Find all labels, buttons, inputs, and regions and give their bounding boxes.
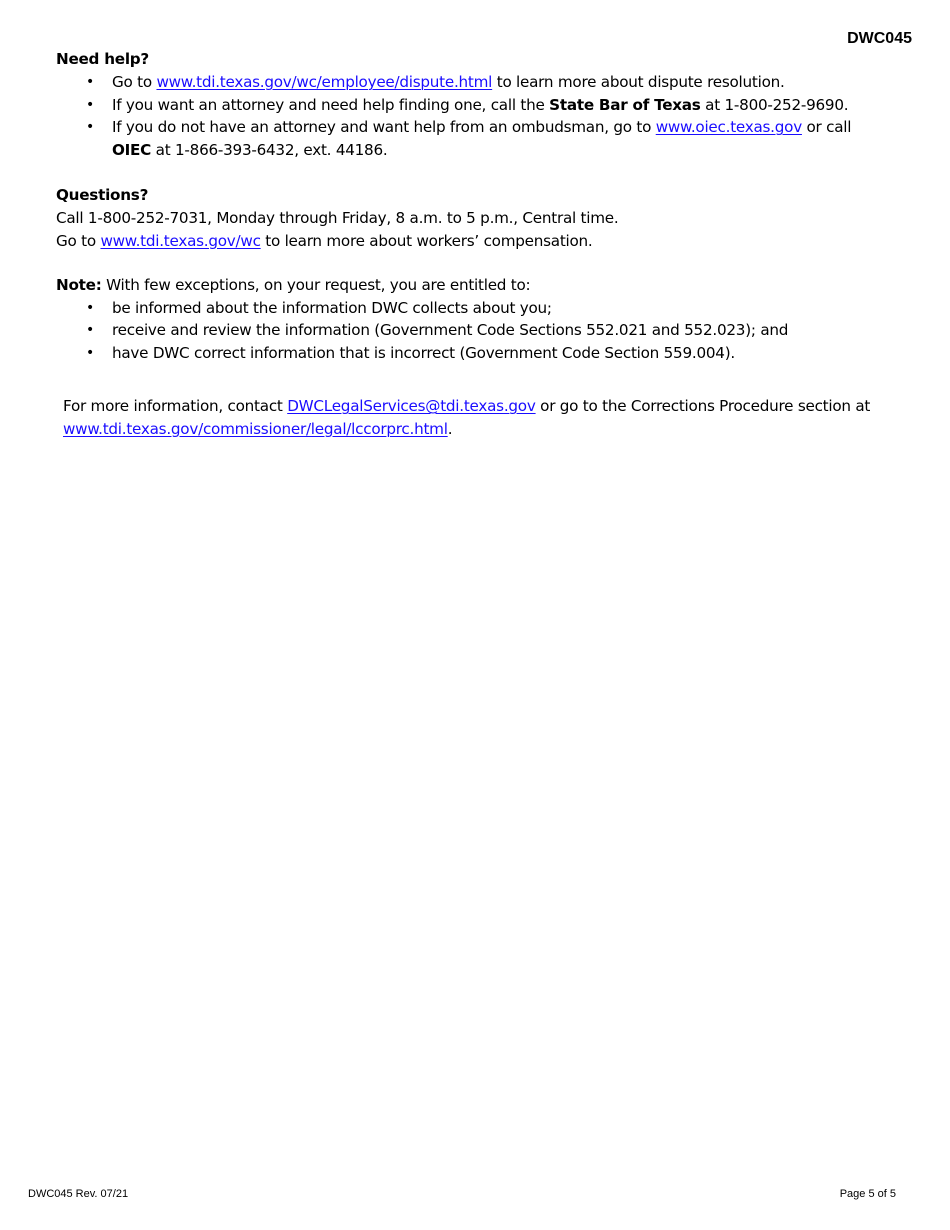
list-item-text: If you do not have an attorney and want help from an ombudsman, go to: [112, 118, 656, 136]
questions-section: [56, 184, 896, 252]
bullet-icon: •: [86, 299, 95, 316]
text: or go to the Corrections Procedure section at: [535, 397, 871, 415]
list-item-text: at 1-866-393-6432, ext. 44186.: [151, 140, 388, 159]
bullet-icon: •: [86, 119, 95, 135]
footer-revision: DWC045 Rev. 07/21: [28, 1188, 129, 1200]
need-help-heading: Need help?: [56, 50, 149, 68]
dispute-resolution-link[interactable]: www.tdi.texas.gov/wc/employee/dispute.html: [156, 73, 493, 91]
list-item-text: have DWC correct information that is incorrect (Government Code Section 559.004).: [112, 343, 735, 362]
list-item-text: be informed about the information DWC collects about you;: [112, 298, 552, 317]
list-item-text: If you want an attorney and need help finding one, call the: [112, 95, 550, 114]
need-help-list: [56, 71, 896, 161]
list-item: [56, 297, 896, 320]
bullet-icon: •: [86, 322, 95, 338]
oiec-name: OIEC: [112, 140, 152, 159]
text: For more information, contact: [63, 397, 288, 415]
list-item: [56, 71, 896, 94]
oiec-website-link[interactable]: www.oiec.texas.gov: [655, 118, 802, 136]
list-item: [56, 342, 896, 365]
questions-heading: Questions?: [56, 186, 149, 204]
list-item-text: Go to: [112, 73, 157, 91]
note-label: Note:: [56, 276, 102, 294]
note-intro-text: With few exceptions, on your request, you are entitled to:: [101, 276, 531, 294]
phone-hours-text: Call 1-800-252-7031, Monday through Friday, 8 a.m. to 5 p.m., Central time.: [56, 209, 619, 227]
document-body: [56, 48, 896, 440]
footer-page-number: Page 5 of 5: [839, 1188, 896, 1200]
list-item-text: to learn more about dispute resolution.: [492, 73, 785, 91]
list-item: [56, 94, 896, 117]
workers-comp-link[interactable]: www.tdi.texas.gov/wc: [100, 231, 261, 250]
list-item: [56, 116, 896, 161]
note-intro: [56, 274, 896, 297]
list-item-text: or call: [801, 118, 852, 136]
entitlements-list: [56, 297, 896, 365]
legal-services-email-link[interactable]: DWCLegalServices@tdi.texas.gov: [287, 397, 536, 415]
bullet-icon: •: [86, 344, 95, 361]
note-section: [56, 274, 896, 364]
list-item-text: receive and review the information (Government Code Sections 552.021 and 552.023); and: [112, 321, 789, 339]
workers-comp-info: [56, 230, 896, 253]
text: to learn more about workers’ compensation.: [260, 231, 593, 250]
list-item-text: at 1-800-252-9690.: [700, 95, 849, 114]
state-bar-name: State Bar of Texas: [549, 95, 701, 114]
bullet-icon: •: [86, 74, 95, 90]
more-info-text: [63, 395, 896, 440]
corrections-procedure-link[interactable]: www.tdi.texas.gov/commissioner/legal/lccorprc.html: [63, 419, 448, 438]
need-help-section: [56, 48, 896, 161]
form-code: DWC045: [847, 30, 912, 47]
text: .: [447, 419, 453, 438]
text: Go to: [56, 231, 101, 250]
more-info-section: [56, 395, 896, 440]
list-item: [56, 319, 896, 342]
bullet-icon: •: [86, 96, 95, 113]
